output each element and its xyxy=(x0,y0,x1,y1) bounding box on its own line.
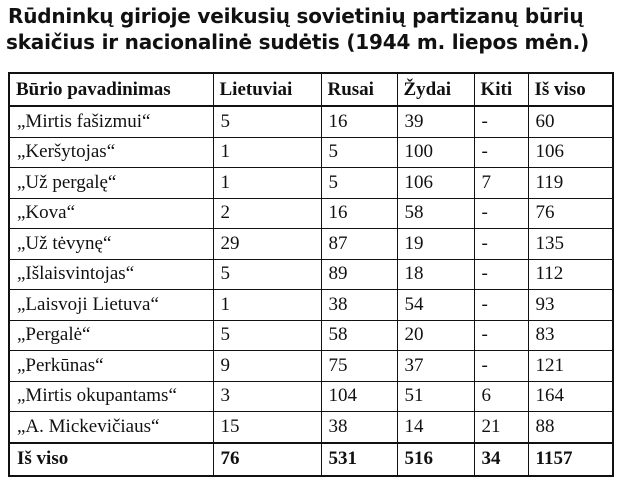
cell-russians: 87 xyxy=(321,229,397,260)
cell-others: 7 xyxy=(474,168,528,199)
cell-lithuanians: 2 xyxy=(213,198,321,229)
cell-others: - xyxy=(474,229,528,260)
cell-russians: 38 xyxy=(321,290,397,321)
cell-others: - xyxy=(474,351,528,382)
cell-unit-name: „A. Mickevičiaus“ xyxy=(9,412,213,443)
cell-russians: 104 xyxy=(321,381,397,412)
cell-lithuanians: 3 xyxy=(213,381,321,412)
document-title xyxy=(8,3,614,55)
cell-total: 88 xyxy=(528,412,613,443)
table-row xyxy=(9,229,613,260)
header-total: Iš viso xyxy=(528,73,613,106)
header-jews: Žydai xyxy=(397,73,474,106)
cell-unit-name: „Už tėvynę“ xyxy=(9,229,213,260)
total-others: 34 xyxy=(474,443,528,476)
cell-total: 76 xyxy=(528,198,613,229)
table-row xyxy=(9,198,613,229)
table-row xyxy=(9,320,613,351)
table-header xyxy=(9,73,613,106)
table-row xyxy=(9,106,613,137)
cell-others: - xyxy=(474,198,528,229)
cell-unit-name: „Kova“ xyxy=(9,198,213,229)
cell-russians: 5 xyxy=(321,137,397,168)
cell-unit-name: „Mirtis fašizmui“ xyxy=(9,106,213,137)
cell-total: 60 xyxy=(528,106,613,137)
cell-jews: 19 xyxy=(397,229,474,260)
cell-lithuanians: 5 xyxy=(213,106,321,137)
table-row xyxy=(9,412,613,443)
cell-jews: 37 xyxy=(397,351,474,382)
cell-jews: 54 xyxy=(397,290,474,321)
cell-unit-name: „Išlaisvintojas“ xyxy=(9,259,213,290)
cell-others: - xyxy=(474,290,528,321)
cell-total: 112 xyxy=(528,259,613,290)
cell-russians: 75 xyxy=(321,351,397,382)
table-row xyxy=(9,381,613,412)
header-unit-name: Būrio pavadinimas xyxy=(9,73,213,106)
cell-jews: 51 xyxy=(397,381,474,412)
total-lithuanians: 76 xyxy=(213,443,321,476)
cell-others: - xyxy=(474,137,528,168)
cell-unit-name: „Už pergalę“ xyxy=(9,168,213,199)
cell-jews: 100 xyxy=(397,137,474,168)
cell-lithuanians: 1 xyxy=(213,137,321,168)
cell-jews: 39 xyxy=(397,106,474,137)
cell-others: - xyxy=(474,320,528,351)
title-line-1: Rūdninkų girioje veikusių sovietinių partizanų būrių xyxy=(8,4,584,28)
cell-unit-name: „Mirtis okupantams“ xyxy=(9,381,213,412)
cell-total: 164 xyxy=(528,381,613,412)
cell-russians: 16 xyxy=(321,106,397,137)
cell-unit-name: „Pergalė“ xyxy=(9,320,213,351)
cell-russians: 38 xyxy=(321,412,397,443)
table-row xyxy=(9,168,613,199)
cell-lithuanians: 15 xyxy=(213,412,321,443)
cell-lithuanians: 9 xyxy=(213,351,321,382)
cell-lithuanians: 29 xyxy=(213,229,321,260)
cell-total: 121 xyxy=(528,351,613,382)
cell-russians: 16 xyxy=(321,198,397,229)
header-russians: Rusai xyxy=(321,73,397,106)
title-line-2: skaičius ir nacionalinė sudėtis (1944 m. liepos mėn.) xyxy=(6,30,589,54)
table-row xyxy=(9,351,613,382)
cell-jews: 106 xyxy=(397,168,474,199)
partisan-units-table xyxy=(8,72,614,477)
cell-lithuanians: 5 xyxy=(213,320,321,351)
cell-jews: 58 xyxy=(397,198,474,229)
cell-others: - xyxy=(474,259,528,290)
cell-others: 6 xyxy=(474,381,528,412)
cell-russians: 5 xyxy=(321,168,397,199)
cell-unit-name: „Laisvoji Lietuva“ xyxy=(9,290,213,321)
cell-lithuanians: 5 xyxy=(213,259,321,290)
table-footer xyxy=(9,443,613,476)
cell-unit-name: „Keršytojas“ xyxy=(9,137,213,168)
table-row xyxy=(9,137,613,168)
table-row xyxy=(9,259,613,290)
cell-total: 83 xyxy=(528,320,613,351)
table-body xyxy=(9,106,613,443)
cell-lithuanians: 1 xyxy=(213,290,321,321)
header-others: Kiti xyxy=(474,73,528,106)
header-row xyxy=(9,73,613,106)
cell-jews: 18 xyxy=(397,259,474,290)
total-jews: 516 xyxy=(397,443,474,476)
cell-total: 106 xyxy=(528,137,613,168)
cell-total: 119 xyxy=(528,168,613,199)
cell-jews: 20 xyxy=(397,320,474,351)
total-label: Iš viso xyxy=(9,443,213,476)
cell-others: - xyxy=(474,106,528,137)
cell-unit-name: „Perkūnas“ xyxy=(9,351,213,382)
cell-russians: 89 xyxy=(321,259,397,290)
table-row xyxy=(9,290,613,321)
cell-others: 21 xyxy=(474,412,528,443)
total-row xyxy=(9,443,613,476)
cell-total: 135 xyxy=(528,229,613,260)
header-lithuanians: Lietuviai xyxy=(213,73,321,106)
cell-jews: 14 xyxy=(397,412,474,443)
total-russians: 531 xyxy=(321,443,397,476)
cell-total: 93 xyxy=(528,290,613,321)
cell-lithuanians: 1 xyxy=(213,168,321,199)
cell-russians: 58 xyxy=(321,320,397,351)
total-all: 1157 xyxy=(528,443,613,476)
